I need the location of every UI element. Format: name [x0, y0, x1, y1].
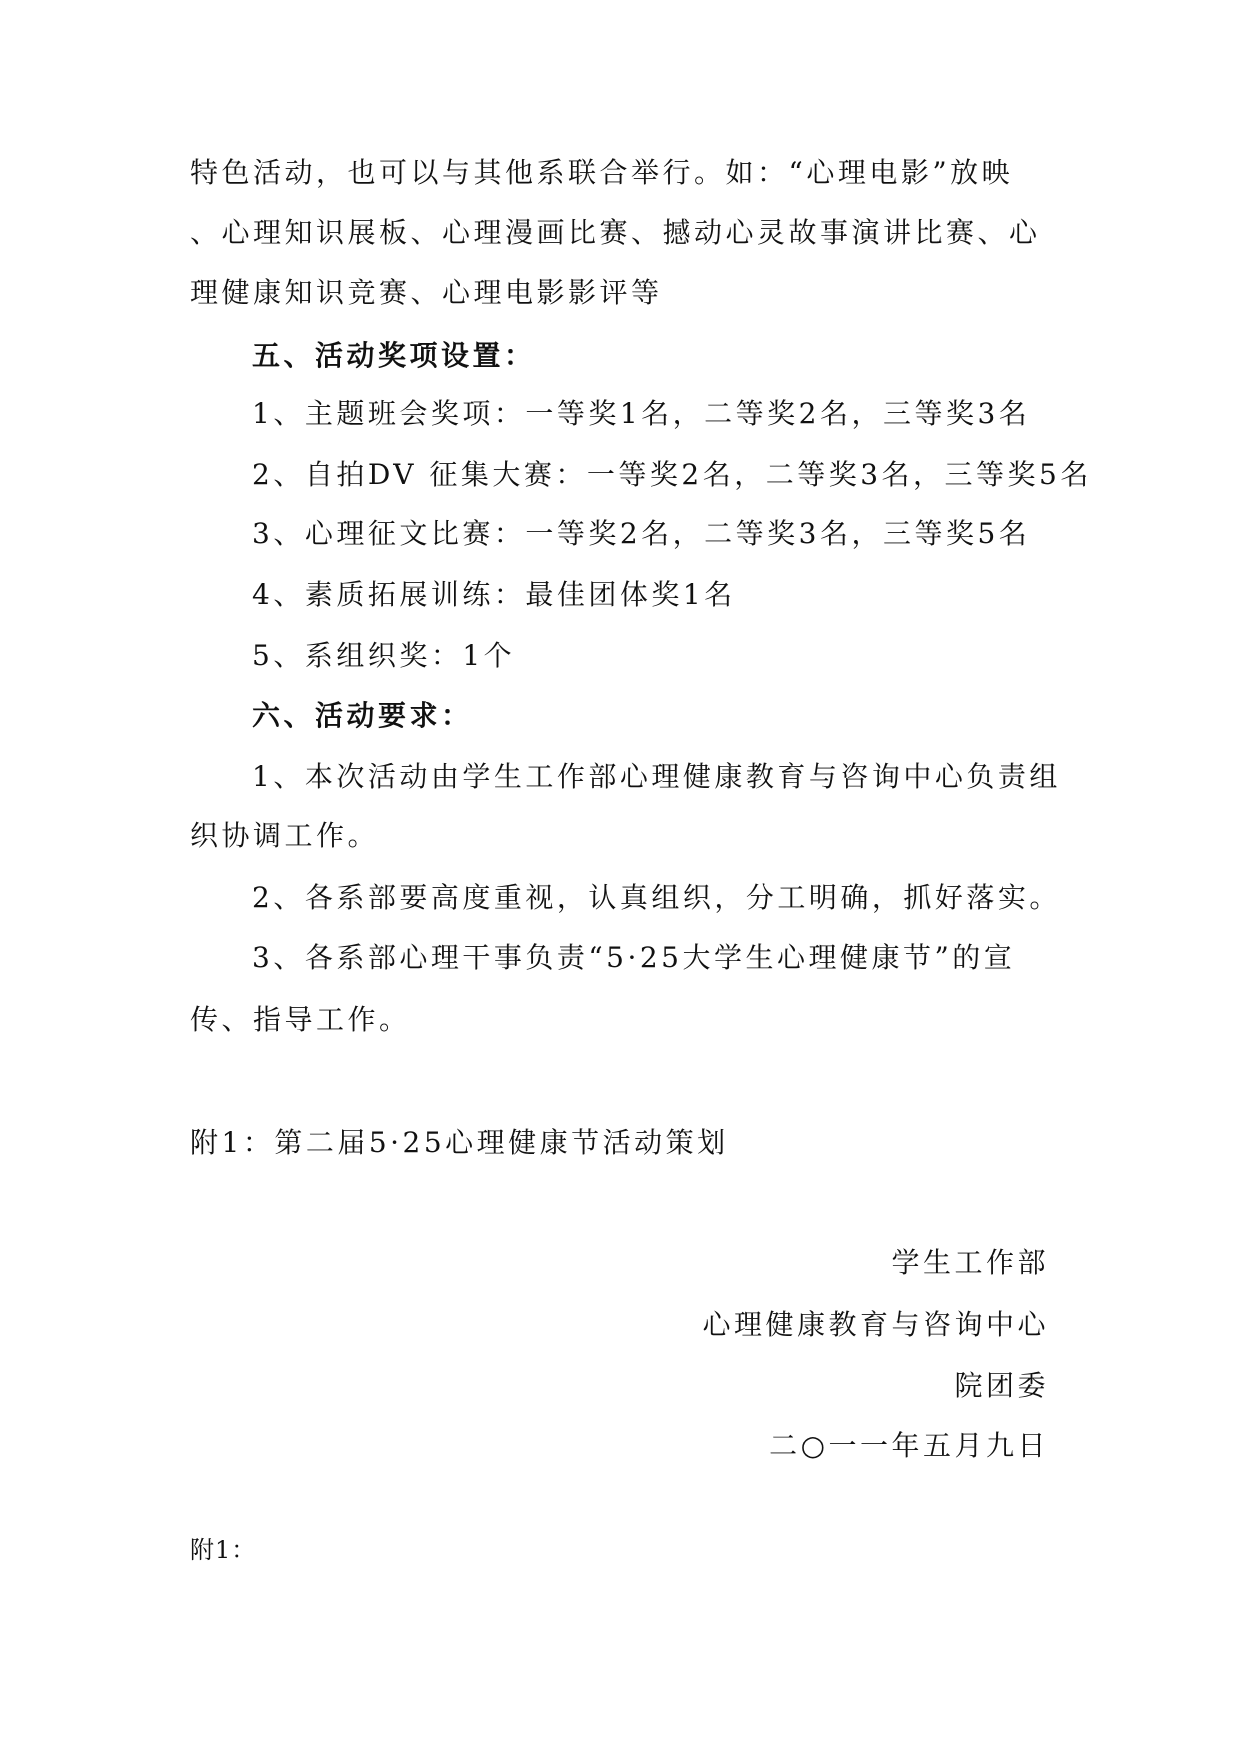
requirement-line: 织协调工作。 [190, 819, 380, 852]
requirement-line: 2、各系部要高度重视，认真组织，分工明确，抓好落实。 [252, 881, 1061, 914]
attachment-label: 附1： [190, 1536, 257, 1564]
signature-line: 院团委 [954, 1369, 1049, 1402]
signature-line: 心理健康教育与咨询中心 [702, 1308, 1049, 1341]
requirement-line: 1、本次活动由学生工作部心理健康教育与咨询中心负责组 [252, 760, 1061, 793]
section-heading-awards: 五、活动奖项设置： [252, 339, 536, 372]
award-item: 5、系组织奖：1个 [252, 639, 516, 672]
body-text-line: 、心理知识展板、心理漫画比赛、撼动心灵故事演讲比赛、心 [190, 216, 1041, 249]
award-item: 2、自拍DV 征集大赛：一等奖2名，二等奖3名，三等奖5名 [252, 458, 1092, 491]
signature-line: 学生工作部 [891, 1246, 1049, 1279]
section-heading-requirements: 六、活动要求： [252, 699, 473, 732]
requirement-line: 传、指导工作。 [190, 1003, 411, 1036]
body-text-line: 理健康知识竞赛、心理电影影评等 [190, 276, 663, 309]
award-item: 3、心理征文比赛：一等奖2名，二等奖3名，三等奖5名 [252, 517, 1031, 550]
award-item: 4、素质拓展训练：最佳团体奖1名 [252, 578, 736, 611]
requirement-line: 3、各系部心理干事负责“5·25大学生心理健康节”的宣 [252, 941, 1016, 974]
body-text-line: 特色活动，也可以与其他系联合举行。如：“心理电影”放映 [190, 156, 1014, 189]
signature-date: 二○一一年五月九日 [769, 1429, 1049, 1462]
award-item: 1、主题班会奖项：一等奖1名，二等奖2名，三等奖3名 [252, 397, 1031, 430]
attachment-note: 附1：第二届5·25心理健康节活动策划 [190, 1126, 729, 1159]
